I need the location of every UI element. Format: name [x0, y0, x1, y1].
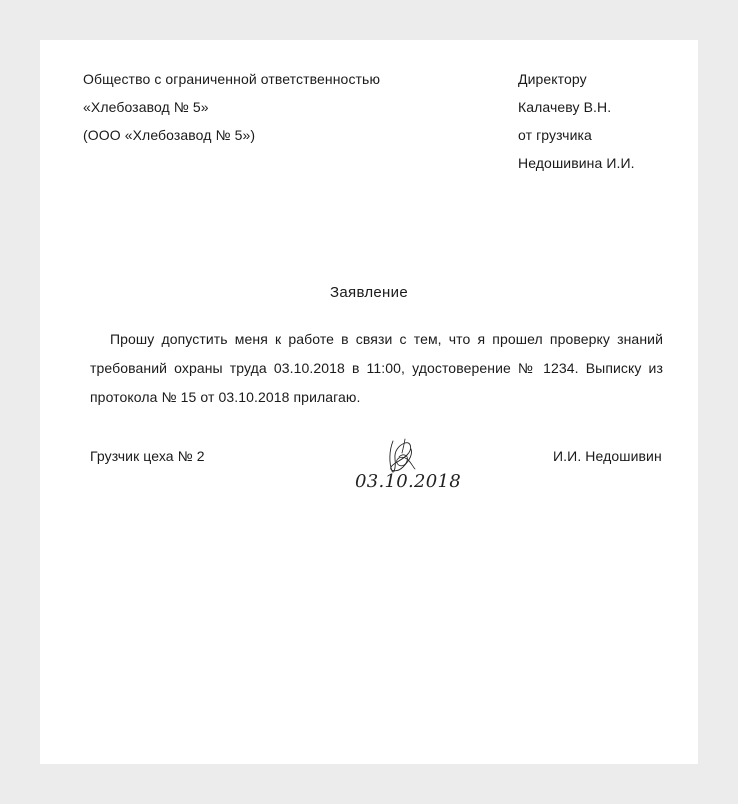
org-name-line2: «Хлебозавод № 5» [83, 99, 209, 115]
signer-name: И.И. Недошивин [553, 448, 662, 464]
statement-body [90, 325, 663, 412]
signer-position: Грузчик цеха № 2 [90, 448, 205, 464]
document-title: Заявление [330, 284, 408, 301]
org-name-line1: Общество с ограниченной ответственностью [83, 71, 381, 87]
handwritten-date: 03.10.2018 [355, 471, 462, 492]
org-name-short: (ООО «Хлебозавод № 5») [83, 127, 256, 143]
sender-name: Недошивина И.И. [518, 155, 635, 171]
recipient-title: Директору [518, 71, 587, 87]
sender-title: от грузчика [518, 127, 592, 143]
statement-text: Прошу допустить меня к работе в связи с тем, что я прошел проверку знаний требований охраны труда 03.10.2018 в 11:00, удостоверение № 1234. Выписку из протокола № 15 от 03.10.2018 прилагаю. [90, 331, 663, 405]
recipient-name: Калачеву В.Н. [518, 99, 612, 115]
document-sheet [40, 40, 698, 764]
